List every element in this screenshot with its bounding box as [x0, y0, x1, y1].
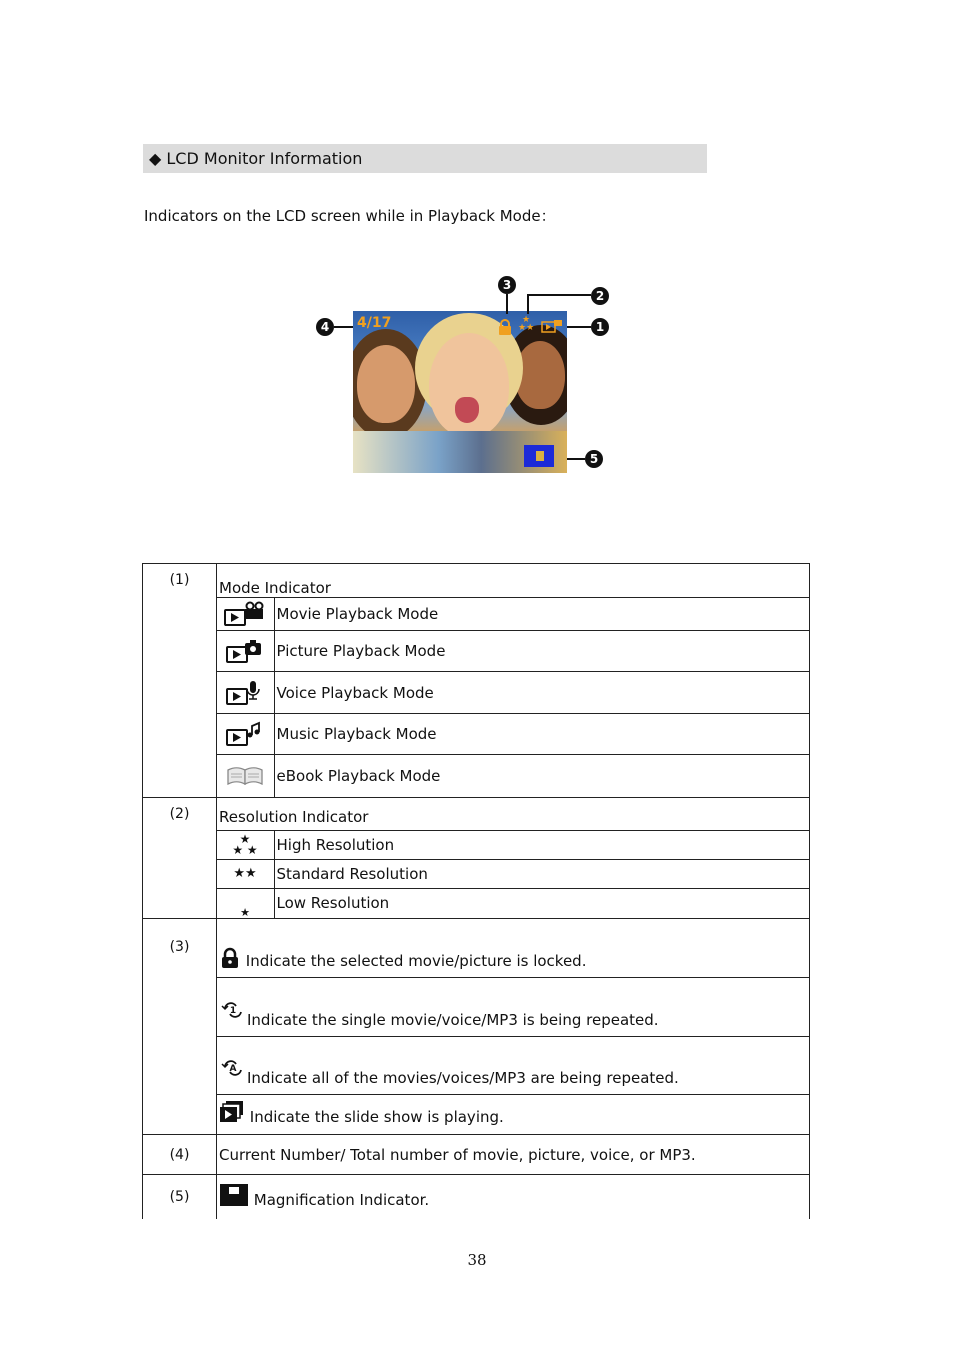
status-label: Indicate the slide show is playing.: [249, 1108, 504, 1126]
row-number: (1): [143, 564, 217, 798]
table-row: [217, 888, 809, 918]
counter-indicator-section: [143, 1135, 810, 1175]
lcd-mode-icon: [541, 319, 563, 337]
resolution-label: High Resolution: [274, 830, 809, 859]
table-row: [217, 631, 809, 672]
table-row: [217, 830, 809, 859]
two-stars-icon: [217, 859, 274, 888]
movie-playback-icon: [217, 598, 274, 631]
mode-label: Movie Playback Mode: [274, 598, 809, 631]
intro-text: Indicators on the LCD screen while in Playback Mode：: [144, 207, 556, 225]
table-row: [217, 1036, 809, 1094]
person-left-face: [357, 345, 415, 423]
resolution-indicator-header: Resolution Indicator: [219, 807, 369, 826]
picture-playback-icon: [217, 631, 274, 672]
status-label: Indicate the single movie/voice/MP3 is being repeated.: [247, 1010, 659, 1029]
lcd-magnification-icon: [524, 445, 554, 467]
one-star-icon: [217, 888, 274, 918]
callout-3: 3: [498, 276, 516, 294]
status-label: Indicate the selected movie/picture is locked.: [245, 951, 587, 970]
table-row: [217, 859, 809, 888]
status-indicator-section: [143, 919, 810, 1135]
indicator-table: [142, 563, 810, 1235]
counter-label: Current Number/ Total number of movie, picture, voice, or MP3.: [217, 1135, 810, 1175]
svg-text:1: 1: [229, 1005, 237, 1016]
mode-label: Picture Playback Mode: [274, 631, 809, 672]
callout-2-line-h: [527, 294, 591, 296]
lock-icon: [219, 947, 241, 969]
table-row: [217, 1094, 809, 1134]
magnification-icon: [219, 1183, 249, 1207]
resolution-indicator-section: [143, 797, 810, 919]
slideshow-icon: [219, 1100, 245, 1124]
table-row: [217, 977, 809, 1036]
table-row: [217, 672, 809, 714]
repeat-one-icon: [219, 1000, 247, 1022]
table-row: [217, 714, 809, 755]
svg-text:★★: ★★: [233, 865, 257, 881]
callout-1-line: [567, 326, 591, 328]
magnification-label: Magnification Indicator.: [253, 1191, 430, 1209]
callout-5-line: [567, 458, 585, 460]
resolution-label: Standard Resolution: [274, 859, 809, 888]
callout-2: 2: [591, 287, 609, 305]
lcd-lock-icon: [498, 319, 512, 339]
row-number: (4): [143, 1135, 217, 1175]
mode-indicator-section: [143, 564, 810, 798]
row-number: (3): [143, 919, 217, 1135]
table-row: [217, 755, 809, 797]
mode-label: Voice Playback Mode: [274, 672, 809, 714]
svg-text:★: ★: [239, 832, 251, 846]
callout-2-line-v: [527, 294, 529, 314]
repeat-all-icon: [219, 1058, 247, 1080]
svg-text:★ ★: ★ ★: [232, 842, 258, 857]
callout-5: 5: [585, 450, 603, 468]
callout-4: 4: [316, 318, 334, 336]
row-number: (2): [143, 797, 217, 919]
lcd-counter: 4/17: [357, 315, 392, 331]
status-label: Indicate all of the movies/voices/MP3 are being repeated.: [247, 1068, 679, 1087]
lcd-resolution-icon: ★ ★★: [518, 315, 535, 333]
table-row: [217, 919, 809, 977]
resolution-label: Low Resolution: [274, 888, 809, 918]
person-center-mouth: [455, 397, 479, 423]
callout-4-line: [334, 326, 353, 328]
svg-text:★: ★: [240, 905, 251, 918]
mode-label: Music Playback Mode: [274, 714, 809, 755]
row-number: (5): [143, 1175, 217, 1235]
svg-text:A: A: [229, 1063, 237, 1074]
lcd-screen: [353, 311, 567, 473]
mode-indicator-header: Mode Indicator: [219, 578, 331, 597]
page-number: 38: [467, 1251, 487, 1269]
voice-playback-icon: [217, 672, 274, 714]
page-break-mask: [140, 1219, 812, 1239]
callout-3-line: [506, 294, 508, 314]
mode-label: eBook Playback Mode: [274, 755, 809, 797]
table-row: [217, 598, 809, 631]
callout-1: 1: [591, 318, 609, 336]
three-stars-icon: [217, 830, 274, 859]
section-title: ◆ LCD Monitor Information: [143, 144, 707, 173]
ebook-playback-icon: [217, 755, 274, 797]
music-playback-icon: [217, 714, 274, 755]
